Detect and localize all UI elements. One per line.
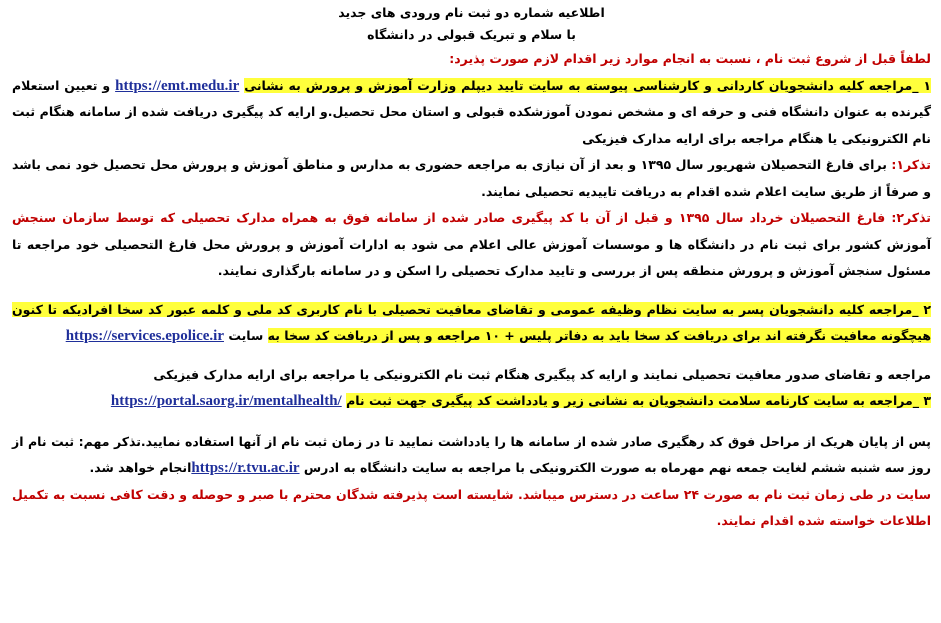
note2-text: آموزش کشور برای ثبت نام در دانشگاه ها و موسسات آموزش عالی اعلام می شود به ادارات آموزش و پرورش محل فارغ التحصیلی خود مراجعه تا مسئول سنجش آموزش و پرورش منطقه پس از بررسی و تایید مدارک تحصیلی را اسکن و در سامانه بارگذاری نمایند. [12, 236, 931, 278]
item1-note2 [12, 205, 931, 285]
note2-label: تذکر۲: [891, 210, 931, 225]
closing-text: پس از پایان هریک از مراحل فوق کد رهگیری صادر شده از سامانه ها را یادداشت نمایید تا در زمان ثبت نام از آنها استفاده نمایید.تذکر مهم: ثبت نام از روز سه شنبه ششم لغایت جمعه نهم مهرماه به صورت الکترونیکی با مراجعه به سایت دانشگاه به ادرس [12, 433, 931, 475]
tvu-link[interactable]: https://r.tvu.ac.ir [191, 460, 300, 476]
spacer [12, 350, 931, 362]
note1-label: تذکر۱: [891, 157, 931, 172]
greeting-title: با سلام و تبریک قبولی در دانشگاه [367, 27, 576, 42]
closing-paragraph [12, 429, 931, 482]
item2-site-label: سایت [228, 328, 264, 343]
emt-medu-link[interactable]: https://emt.medu.ir [115, 77, 240, 94]
item2-highlight: ۲ _مراجعه کلیه دانشجویان پسر به سایت نظام وظیفه عمومی و تقاضای معافیت تحصیلی با نام کاربری کد ملی و کلمه عبور کد سخا افرادیکه تا کنون هیچگونه معافیت نگرفته اند برای دریافت کد سخا باید به دفاتر پلیس + ۱۰ مراجعه و پس از دریافت کد سخا به [12, 301, 931, 343]
item2-paragraph [12, 297, 931, 350]
item3-highlight: ۳ _مراجعه به سایت کارنامه سلامت دانشجویان به نشانی زیر و یادداشت کد پیگیری جهت ثبت نام [346, 393, 931, 408]
item1-paragraph [12, 73, 931, 153]
announcement-title: اطلاعیه شماره دو ثبت نام ورودی های جدید [338, 5, 605, 20]
intro-text: لطفاً قبل از شروع ثبت نام ، نسبت به انجام موارد زیر اقدام لازم صورت پذیرد: [449, 51, 931, 66]
item1-highlight: ۱ _مراجعه کلیه دانشجویان کاردانی و کارشناسی پیوسته به سایت تایید دیپلم وزارت آموزش و پرورش به نشانی [244, 77, 932, 93]
epolice-link[interactable]: https://services.epolice.ir [65, 328, 224, 344]
final-note: سایت در طی زمان ثبت نام به صورت ۲۴ ساعت در دسترس میباشد. شایسته است پذیرفته شدگان محترم با صبر و حوصله و دقت کافی نسبت به تکمیل اطلاعات خواسته شده اقدام نمایند. [12, 486, 931, 528]
note2-red-text: فارغ التحصیلان خرداد سال ۱۳۹۵ و قبل از آن با کد پیگیری صادر شده از سامانه فوق به همراه مدارک تحصیلی که توسط سازمان سنجش [12, 210, 886, 225]
item1-note1 [12, 152, 931, 205]
item2-followup: مراجعه و تقاضای صدور معافیت تحصیلی نمایند و ارایه کد پیگیری هنگام ثبت نام الکترونیکی یا مراجعه برای ارایه مدارک فیزیکی [153, 366, 931, 382]
item1-body: و تعیین استعلام گیرنده به عنوان دانشگاه فنی و حرفه ای و مشخص نمودن آموزشکده قبولی و استان محل تحصیل.و ارایه کد پیگیری دریافت شده از سامانه هنگام ثبت نام الکترونیکی یا هنگام مراجعه برای ارایه مدارک فیزیکی [12, 77, 931, 146]
spacer [12, 285, 931, 297]
spacer [12, 415, 931, 429]
closing-end: انجام خواهد شد. [89, 460, 192, 475]
item3-paragraph [12, 388, 931, 415]
saorg-mentalhealth-link[interactable]: https://portal.saorg.ir/mentalhealth/ [110, 393, 342, 409]
note1-text: برای فارغ التحصیلان شهریور سال ۱۳۹۵ و بعد از آن نیازی به مراجعه حضوری به مدارس و مناطق آموزش و پرورش محل تحصیل خود نمی باشد و صرفاً از طریق سایت اعلام شده اقدام به دریافت تاییدیه تحصیلی نمایند. [12, 157, 931, 199]
